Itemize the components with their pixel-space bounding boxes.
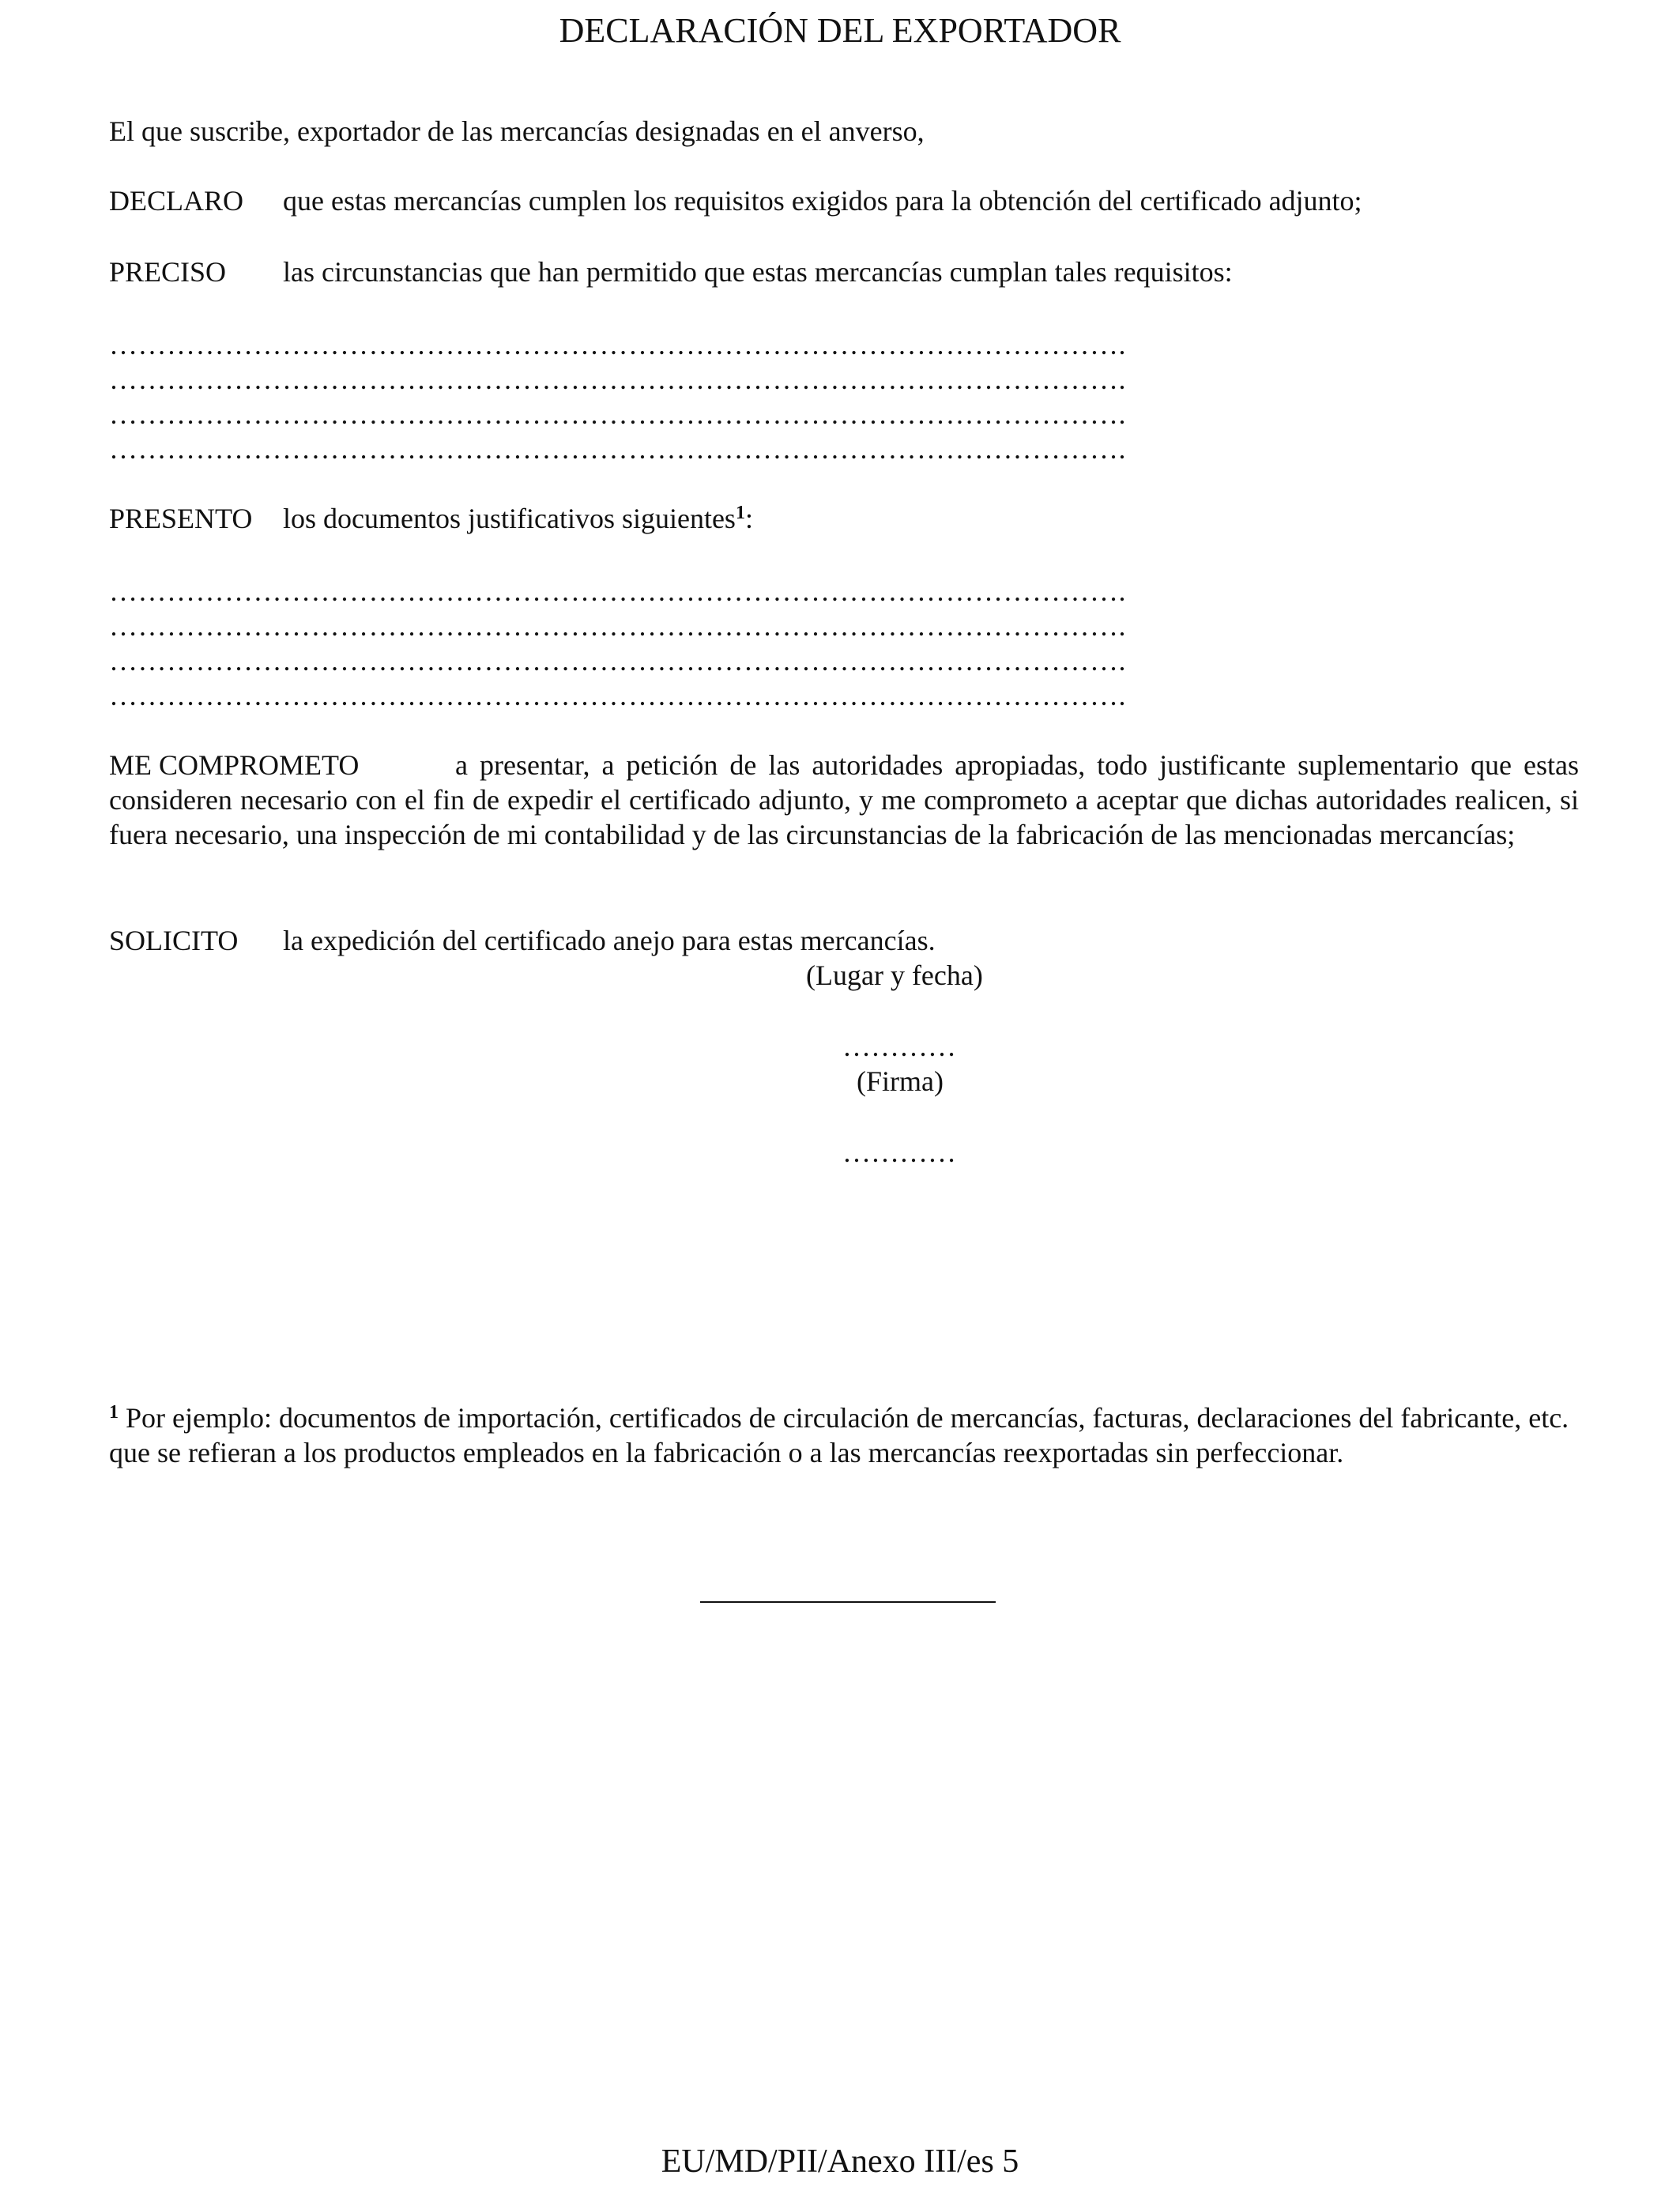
presento-dotted-line: ……………………………………………………………………………………………. — [109, 610, 1126, 642]
preciso-dotted-line: ……………………………………………………………………………………………. — [109, 433, 1126, 465]
compromiso-paragraph — [109, 748, 1579, 852]
intro-text: El que suscribe, exportador de las mercancías designadas en el anverso, — [109, 115, 925, 147]
document-title: DECLARACIÓN DEL EXPORTADOR — [559, 11, 1121, 50]
solicito-label: SOLICITO — [109, 925, 239, 956]
signature-dots: ………… — [842, 1137, 956, 1168]
presento-text-group — [283, 501, 753, 536]
preciso-dotted-line: ……………………………………………………………………………………………. — [109, 398, 1126, 430]
declaro-label: DECLARO — [109, 185, 243, 217]
preciso-dotted-line: ……………………………………………………………………………………………. — [109, 329, 1126, 360]
place-date-dots: ………… — [842, 1031, 956, 1062]
compromiso-text: a presentar, a petición de las autoridades apropiadas, todo justificante suplementario que estas consideren necesario con el fin de expedir el certificado adjunto, y me comprometo a aceptar que dichas autoridades realicen, si fuera necesario, una inspección de mi contabilidad y de las circunstancias de la fabricación de las mencionadas mercancías; — [109, 749, 1579, 850]
footnote-mark: 1 — [109, 1402, 119, 1423]
presento-label: PRESENTO — [109, 503, 253, 534]
presento-text: los documentos justificativos siguientes — [283, 503, 736, 534]
solicito-text: la expedición del certificado anejo para estas mercancías. — [283, 925, 936, 956]
declaro-text: que estas mercancías cumplen los requisitos exigidos para la obtención del certificado adjunto; — [283, 185, 1362, 217]
presento-dotted-line: ……………………………………………………………………………………………. — [109, 645, 1126, 677]
preciso-dotted-line: ……………………………………………………………………………………………. — [109, 364, 1126, 395]
footnote-text: Por ejemplo: documentos de importación, certificados de circulación de mercancías, facturas, declaraciones del fabricante, etc. que se refieran a los productos empleados en la fabricación o a las mercancías reexportadas sin perfeccionar. — [109, 1402, 1569, 1468]
closing-rule — [700, 1601, 996, 1603]
presento-dotted-line: ……………………………………………………………………………………………. — [109, 575, 1126, 607]
presento-suffix: : — [744, 503, 753, 534]
compromiso-label: ME COMPROMETO — [109, 749, 360, 781]
preciso-text: las circunstancias que han permitido que estas mercancías cumplan tales requisitos: — [283, 256, 1233, 288]
place-date-label: (Lugar y fecha) — [806, 959, 983, 991]
preciso-label: PRECISO — [109, 256, 227, 288]
page-footer: EU/MD/PII/Anexo III/es 5 — [661, 2143, 1019, 2180]
signature-label: (Firma) — [857, 1065, 944, 1097]
footnote-reference: 1 — [735, 503, 745, 523]
footnote — [109, 1400, 1579, 1470]
presento-dotted-line: ……………………………………………………………………………………………. — [109, 680, 1126, 711]
